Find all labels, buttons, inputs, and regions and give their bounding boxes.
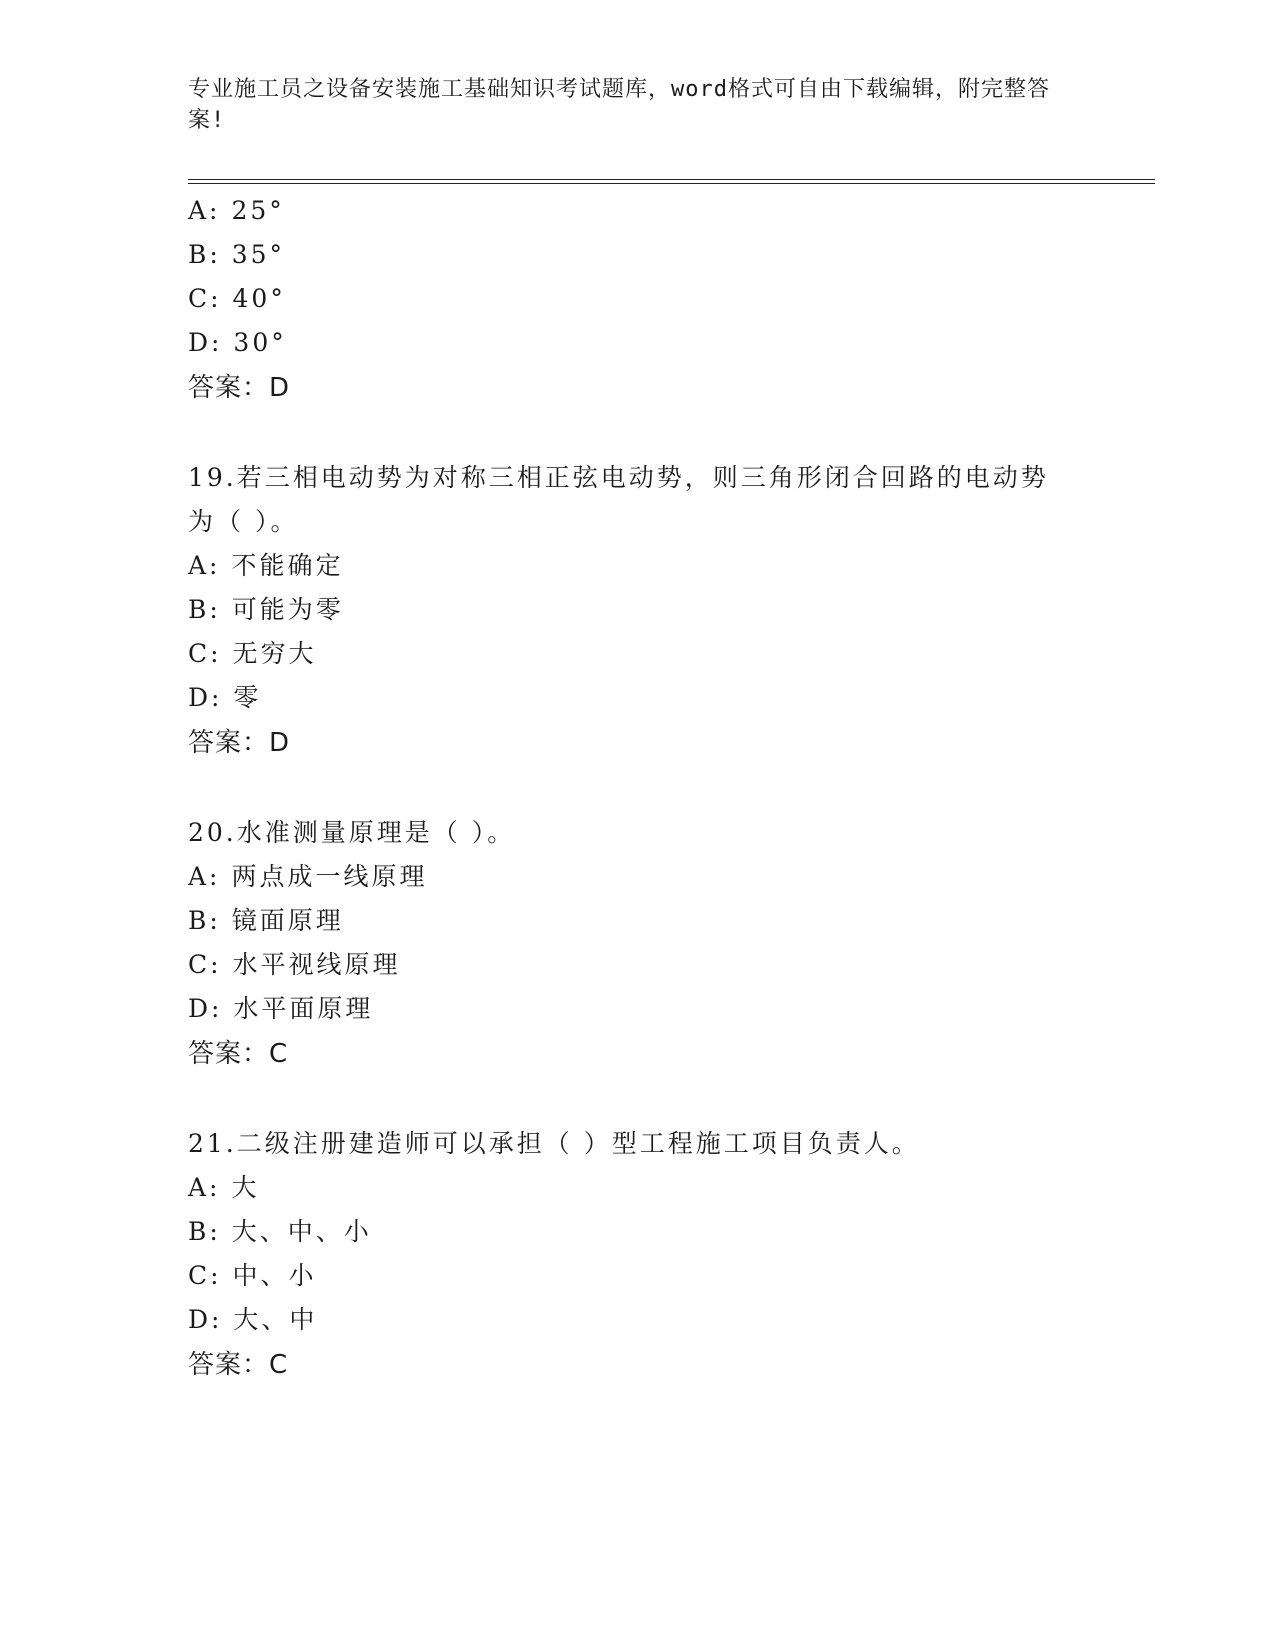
question-19-stem-line1: 19.若三相电动势为对称三相正弦电动势，则三角形闭合回路的电动势 bbox=[188, 463, 1049, 492]
document-header: 专业施工员之设备安装施工基础知识考试题库，word格式可自由下载编辑，附完整答案! bbox=[188, 77, 1050, 133]
question-21-stem: 21.二级注册建造师可以承担（ ）型工程施工项目负责人。 bbox=[188, 1129, 920, 1158]
option-letter: B: bbox=[188, 240, 221, 269]
option-text: 35° bbox=[231, 240, 286, 269]
option-letter: C: bbox=[188, 639, 222, 668]
option-letter: C: bbox=[188, 284, 222, 313]
option-letter: B: bbox=[188, 906, 221, 935]
option-d bbox=[188, 682, 261, 714]
option-d bbox=[188, 993, 373, 1025]
answer-q21: 答案：C bbox=[188, 1350, 289, 1380]
option-letter: A: bbox=[188, 1173, 221, 1202]
option-text: 不能确定 bbox=[231, 551, 344, 580]
option-text: 大、中 bbox=[233, 1305, 318, 1334]
option-c bbox=[188, 638, 317, 670]
option-letter: A: bbox=[188, 196, 221, 225]
option-c bbox=[188, 1260, 317, 1292]
option-b bbox=[188, 905, 344, 937]
option-text: 30° bbox=[233, 328, 287, 357]
question-19-stem-line2: 为（ ）。 bbox=[188, 507, 299, 536]
option-text: 水平面原理 bbox=[233, 994, 374, 1023]
option-letter: C: bbox=[188, 1261, 222, 1290]
option-letter: B: bbox=[188, 1217, 221, 1246]
option-text: 两点成一线原理 bbox=[231, 862, 428, 891]
question-20-stem: 20.水准测量原理是（ ）。 bbox=[188, 818, 516, 847]
option-a bbox=[188, 1172, 259, 1204]
option-c bbox=[188, 949, 401, 981]
header-divider-bottom bbox=[188, 183, 1155, 184]
option-b bbox=[188, 594, 344, 626]
option-letter: A: bbox=[188, 551, 221, 580]
option-text: 无穷大 bbox=[232, 639, 317, 668]
option-a bbox=[188, 195, 285, 227]
option-text: 大 bbox=[231, 1173, 260, 1202]
option-text: 镜面原理 bbox=[231, 906, 344, 935]
answer-q18: 答案：D bbox=[188, 373, 291, 403]
option-letter: D: bbox=[188, 1305, 223, 1334]
option-a bbox=[188, 861, 427, 893]
answer-q19: 答案：D bbox=[188, 728, 291, 758]
option-text: 40° bbox=[232, 284, 286, 313]
option-letter: D: bbox=[188, 328, 223, 357]
option-letter: B: bbox=[188, 595, 221, 624]
option-text: 大、中、小 bbox=[231, 1217, 372, 1246]
option-letter: D: bbox=[188, 994, 223, 1023]
option-text: 可能为零 bbox=[231, 595, 344, 624]
option-letter: C: bbox=[188, 950, 222, 979]
option-d bbox=[188, 1304, 317, 1336]
option-letter: A: bbox=[188, 862, 221, 891]
option-text: 中、小 bbox=[232, 1261, 317, 1290]
answer-q20: 答案：C bbox=[188, 1039, 289, 1069]
header-divider-top bbox=[188, 179, 1155, 180]
option-a bbox=[188, 550, 343, 582]
option-text: 零 bbox=[233, 683, 262, 712]
option-text: 25° bbox=[231, 196, 285, 225]
option-text: 水平视线原理 bbox=[232, 950, 401, 979]
option-d bbox=[188, 327, 287, 359]
option-b bbox=[188, 1216, 372, 1248]
option-c bbox=[188, 283, 286, 315]
option-b bbox=[188, 239, 285, 271]
option-letter: D: bbox=[188, 683, 223, 712]
